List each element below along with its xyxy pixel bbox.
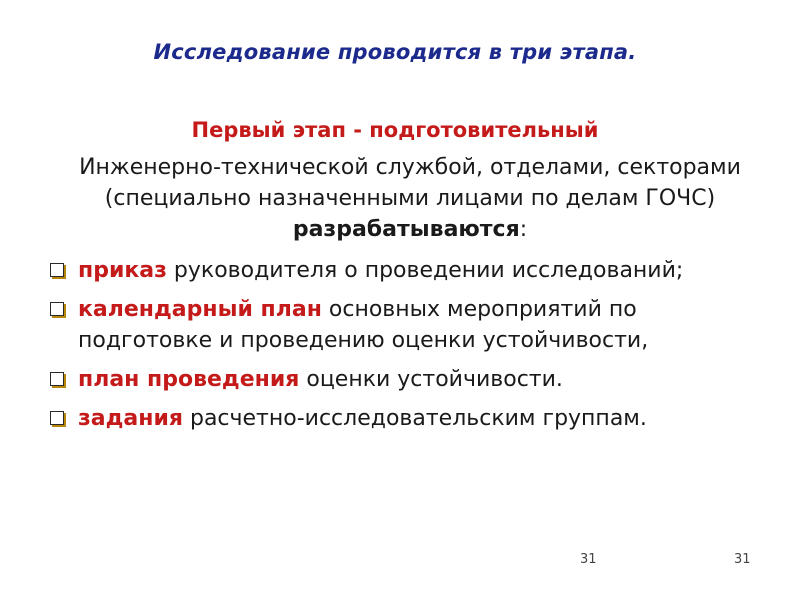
item-text: оценки устойчивости. — [299, 367, 563, 392]
intro-emphasis: разрабатываются — [292, 217, 520, 242]
checkbox-bullet-icon — [50, 263, 64, 277]
list-item — [48, 294, 748, 356]
bullet-list — [48, 255, 748, 442]
item-text: руководителя о проведении исследований; — [166, 258, 684, 283]
item-keyword: задания — [78, 406, 183, 431]
list-item — [48, 255, 748, 286]
item-keyword: план проведения — [78, 367, 300, 392]
page-number: 31 — [734, 552, 751, 567]
item-keyword: приказ — [78, 258, 167, 283]
list-item — [48, 403, 748, 434]
intro-suffix: : — [519, 217, 528, 242]
checkbox-bullet-icon — [50, 302, 64, 316]
item-text: расчетно-исследовательским группам. — [182, 406, 647, 431]
intro-paragraph — [40, 152, 780, 245]
slide-title: Исследование проводится в три этапа. — [153, 40, 637, 64]
checkbox-bullet-icon — [50, 372, 64, 386]
item-text: основных мероприятий по подготовке и проведению оценки устойчивости, — [78, 297, 649, 353]
list-item — [48, 364, 748, 395]
intro-text: Инженерно-технической службой, отделами, секторами (специально назначенными лицами по делам ГОЧС) — [79, 155, 741, 211]
stage-heading: Первый этап - подготовительный — [191, 118, 599, 142]
item-keyword: календарный план — [78, 297, 322, 322]
checkbox-bullet-icon — [50, 411, 64, 425]
page-number: 31 — [580, 552, 597, 567]
